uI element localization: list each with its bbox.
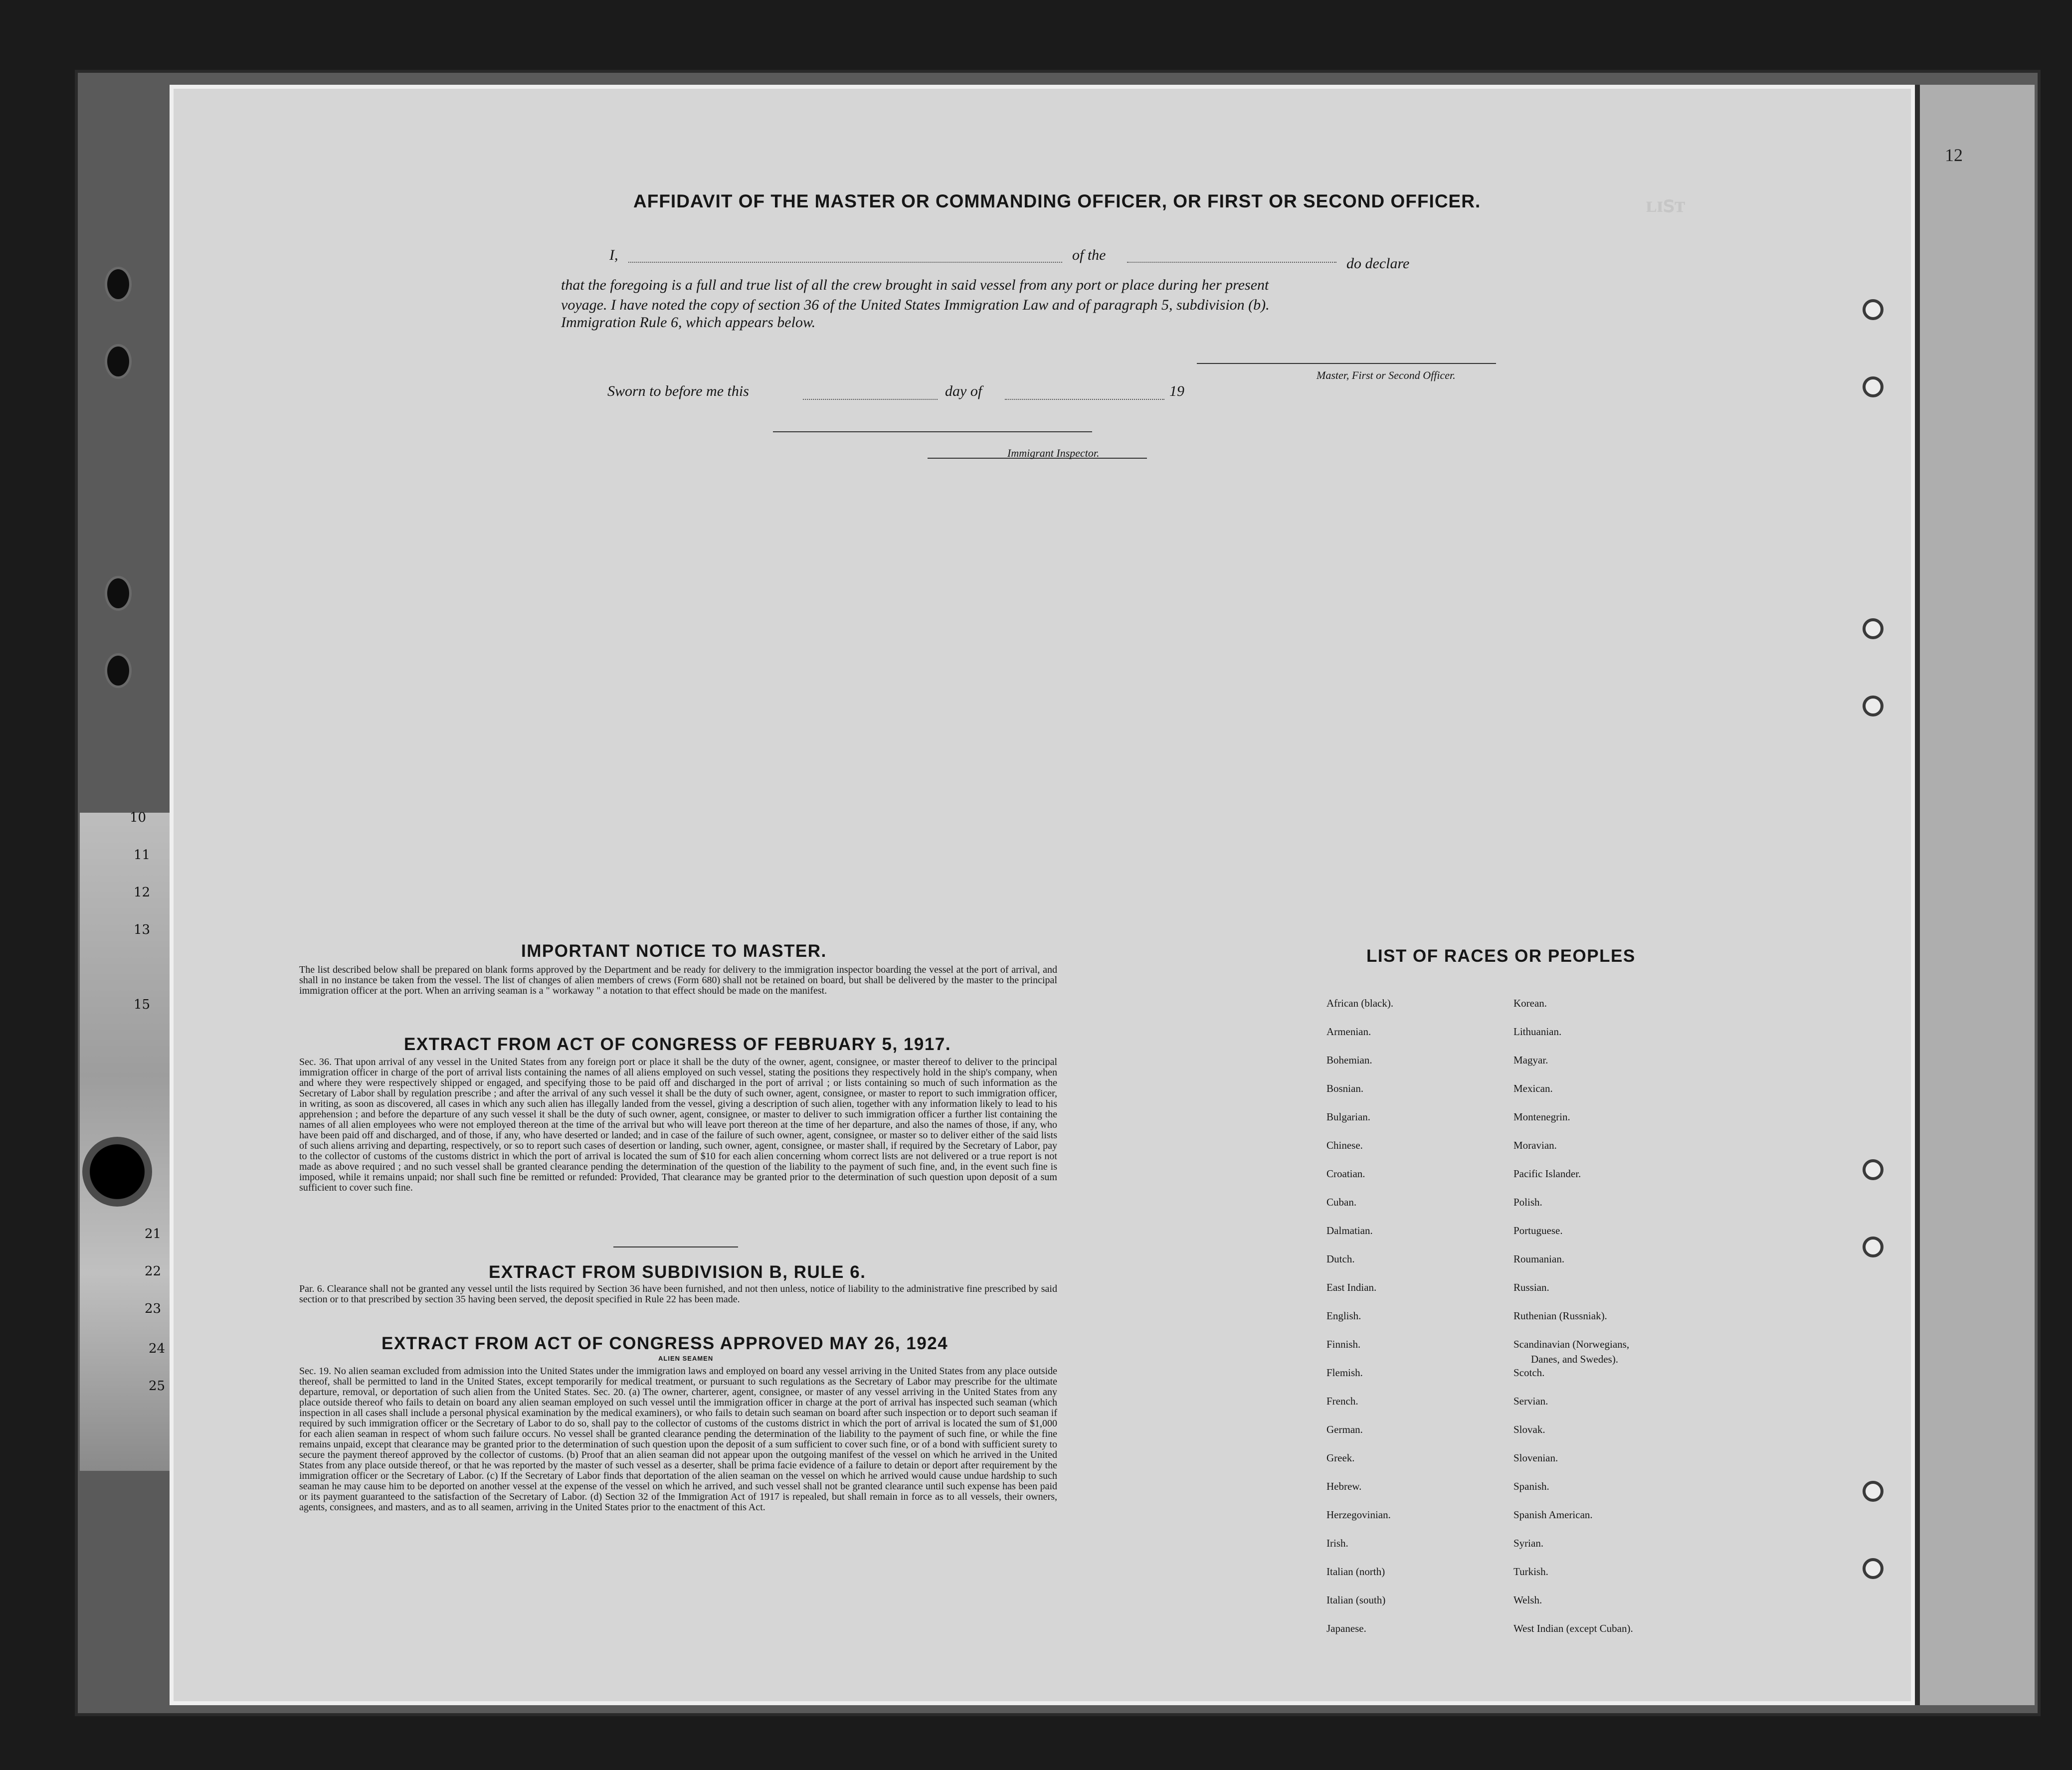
race-item: Italian (north) bbox=[1326, 1566, 1385, 1578]
affidavit-i: I, bbox=[609, 247, 618, 263]
year-prefix: 19 bbox=[1169, 383, 1184, 399]
race-item: Herzegovinian. bbox=[1326, 1509, 1391, 1521]
affidavit-title: AFFIDAVIT OF THE MASTER OR COMMANDING OFFICER, OR FIRST OR SECOND OFFICER. bbox=[633, 191, 1481, 211]
race-item: Scandinavian (Norwegians, bbox=[1513, 1338, 1630, 1350]
extract-rule6-text: Par. 6. Clearance shall not be granted any vessel until the lists required by Section 36 have been furnished, and not then unless, notice of liability to the administrative fine prescribed by said section or to that prescribed by section 35 having been served, the deposit specified in Rule 22 has been made. bbox=[299, 1283, 1057, 1305]
race-item: Bohemian. bbox=[1326, 1054, 1372, 1066]
row-number: 10 bbox=[130, 810, 147, 825]
race-item: Magyar. bbox=[1513, 1054, 1548, 1066]
alien-seamen-subtitle: ALIEN SEAMEN bbox=[658, 1355, 714, 1362]
row-number: 21 bbox=[145, 1227, 162, 1241]
race-item: Spanish American. bbox=[1513, 1509, 1593, 1521]
row-number: 24 bbox=[149, 1341, 166, 1356]
punch-hole bbox=[1863, 376, 1884, 397]
race-item: Portuguese. bbox=[1513, 1225, 1563, 1237]
binder-hole bbox=[105, 344, 132, 379]
race-item: Dalmatian. bbox=[1326, 1225, 1373, 1237]
race-item: Japanese. bbox=[1326, 1622, 1366, 1634]
race-item: Servian. bbox=[1513, 1395, 1548, 1407]
important-notice-title: IMPORTANT NOTICE TO MASTER. bbox=[521, 941, 827, 961]
row-number: 25 bbox=[149, 1379, 166, 1394]
race-item: Hebrew. bbox=[1326, 1480, 1362, 1492]
punch-hole bbox=[1863, 1237, 1884, 1257]
affidavit-of-the: of the bbox=[1072, 247, 1106, 263]
signature-label: Master, First or Second Officer. bbox=[1317, 369, 1456, 381]
race-item: Armenian. bbox=[1326, 1026, 1371, 1038]
extract-rule6-title: EXTRACT FROM SUBDIVISION B, RULE 6. bbox=[489, 1262, 866, 1282]
races-title: LIST OF RACES OR PEOPLES bbox=[1366, 946, 1636, 966]
signature-line[interactable] bbox=[1197, 363, 1496, 364]
sworn-before-text: Sworn to before me this bbox=[607, 383, 749, 399]
race-item: Polish. bbox=[1513, 1196, 1542, 1208]
race-item: Irish. bbox=[1326, 1537, 1348, 1549]
race-item: Turkish. bbox=[1513, 1566, 1548, 1578]
extract-1917-title: EXTRACT FROM ACT OF CONGRESS OF FEBRUARY 5, 1917. bbox=[404, 1035, 951, 1054]
race-item: Flemish. bbox=[1326, 1367, 1363, 1379]
race-item: Spanish. bbox=[1513, 1480, 1549, 1492]
day-of-text: day of bbox=[945, 383, 982, 399]
extract-1924-text: Sec. 19. No alien seaman excluded from admission into the United States under the immigration laws and employed on board any vessel arriving in the United States from any place outside thereof, shall be permitted to land in the United States, except temporarily for medical treatment, or pursuant to such regulations as the Secretary of Labor may prescribe for the ultimate departure, removal, or deportation of such alien from the United States. Sec. 20. (a) The owner, charterer, agent, consignee, or master of any vessel arriving in the United States from any place outside thereof who fails to detain on board any alien seaman employed on such vessel until the immigration officer in charge at the port of arrival has inspected such seaman (which inspection in all cases shall include a personal physical examination by the medical examiners), or who fails to detain such seaman on board after such inspection or to deport such seaman if required by such immigration officer or the Secretary of Labor to do so, shall pay to the collector of customs of the customs district in which the port of arrival is located the sum of $1,000 for each alien seaman in respect of whom such failure occurs. No vessel shall be granted clearance pending the determination of the liability to the payment of such fine, or while the fine remains unpaid, except that clearance may be granted prior to the determination of such question upon the deposit of a sum sufficient to cover such fine, or of a bond with sufficient surety to secure the payment thereof approved by the collector of customs. (b) Proof that an alien seaman did not appear upon the outgoing manifest of the vessel on which he arrived in the United States from any place outside thereof, or that he was reported by the master of such vessel as a deserter, shall be prima facie evidence of a failure to detain or deport after requirement by the immigration officer or the Secretary of Labor. (c) If the Secretary of Labor finds that deportation of the alien seaman on the vessel on which he arrived would cause undue hardship to such seaman he may cause him to be deported on another vessel at the expense of the vessel on which he arrived, and such vessel shall not be granted clearance until such expense has been paid or its payment guaranteed to the satisfaction of the Secretary of Labor. (d) Section 32 of the Immigration Act of 1917 is repealed, but shall remain in force as to all vessels, their owners, agents, consignees, and masters, and as to all seamen, arriving in the United States prior to the enactment of this Act. bbox=[299, 1366, 1057, 1513]
race-item: Welsh. bbox=[1513, 1594, 1542, 1606]
race-item: Lithuanian. bbox=[1513, 1026, 1562, 1038]
punch-hole bbox=[1863, 696, 1884, 716]
affidavit-line-3: voyage. I have noted the copy of section 36 of the United States Immigration Law and of paragraph 5, subdivision (b). bbox=[561, 297, 1270, 313]
inspector-label: Immigrant Inspector. bbox=[1007, 447, 1100, 459]
race-item: Bosnian. bbox=[1326, 1082, 1364, 1094]
punch-hole bbox=[1863, 1558, 1884, 1579]
row-number: 22 bbox=[145, 1264, 162, 1279]
race-item: Slovak. bbox=[1513, 1423, 1545, 1435]
race-item: Mexican. bbox=[1513, 1082, 1553, 1094]
race-item: Pacific Islander. bbox=[1513, 1168, 1581, 1180]
section-divider bbox=[613, 1246, 738, 1247]
race-item: Bulgarian. bbox=[1326, 1111, 1371, 1123]
vessel-blank[interactable] bbox=[1127, 262, 1336, 263]
seal-stamp bbox=[82, 1137, 152, 1207]
extract-1924-title: EXTRACT FROM ACT OF CONGRESS APPROVED MAY 26, 1924 bbox=[381, 1334, 948, 1353]
affidavit-line-4: Immigration Rule 6, which appears below. bbox=[561, 314, 816, 331]
race-item: Italian (south) bbox=[1326, 1594, 1386, 1606]
race-item: Korean. bbox=[1513, 997, 1547, 1009]
race-item: Finnish. bbox=[1326, 1338, 1361, 1350]
race-item: Ruthenian (Russniak). bbox=[1513, 1310, 1607, 1322]
race-item: African (black). bbox=[1326, 997, 1394, 1009]
row-number: 11 bbox=[134, 848, 151, 863]
race-item: East Indian. bbox=[1326, 1281, 1377, 1293]
race-item: Chinese. bbox=[1326, 1139, 1363, 1151]
affidavit-line-2: that the foregoing is a full and true list of all the crew brought in said vessel from any port or place during her present bbox=[561, 277, 1269, 293]
margin-mark: 12 bbox=[1945, 145, 1963, 165]
row-number: 23 bbox=[145, 1301, 162, 1316]
extract-1917-text: Sec. 36. That upon arrival of any vessel in the United States from any foreign port or place it shall be the duty of the owner, agent, consignee, or master thereof to deliver to the principal immigration officer in charge of the port of arrival lists containing the names of all aliens employed on such vessel, stating the positions they respectively hold in the ship's company, when and where they were respectively shipped or engaged, and specifying those to be paid off and discharged in the port of arrival ; or lists containing so much of such information as the Secretary of Labor shall by regulation prescribe ; and after the arrival of any such vessel it shall be the duty of such owner, agent, consignee, or master to report to such immigration officer, in writing, as soon as discovered, all cases in which any such alien has illegally landed from the vessel, giving a description of such alien, together with any information likely to lead to his apprehension ; and before the departure of any such vessel it shall be the duty of such owner, agent, consignee, or master to deliver to such immigration officer a further list containing the names of all alien employees who were not employed thereon at the time of the arrival but who will leave port thereon at the time of her departure, and also the names of those, if any, who have been paid off and discharged, and of those, if any, who have deserted or landed; and in case of the failure of such owner, agent, consignee, or master so to deliver either of the said lists of such aliens arriving and departing, respectively, or so to report such cases of desertion or landing, such owner, agent, consignee, or master shall, if required by the Secretary of Labor, pay to the collector of customs of the customs district in which the port of arrival is located the sum of $10 for each alien concerning whom correct lists are not delivered or a true report is not made as above required ; and no such vessel shall be granted clearance pending the determination of the question of the liability to the payment of such fine, and, in the event such fine is imposed, while it remains unpaid; nor shall such fine be remitted or refunded: Provided, That clearance may be granted prior to the determination of such question upon deposit of a sum sufficient to cover such fine. bbox=[299, 1057, 1057, 1193]
race-item: German. bbox=[1326, 1423, 1363, 1435]
day-blank[interactable] bbox=[803, 399, 938, 400]
race-item: West Indian (except Cuban). bbox=[1513, 1622, 1633, 1634]
punch-hole bbox=[1863, 1481, 1884, 1502]
race-continuation: Danes, and Swedes). bbox=[1531, 1353, 1618, 1365]
punch-hole bbox=[1863, 1159, 1884, 1180]
race-item: Montenegrin. bbox=[1513, 1111, 1570, 1123]
name-blank[interactable] bbox=[628, 262, 1062, 263]
race-item: Russian. bbox=[1513, 1281, 1549, 1293]
binder-hole bbox=[105, 576, 132, 611]
race-item: Roumanian. bbox=[1513, 1253, 1565, 1265]
month-blank[interactable] bbox=[1005, 399, 1164, 400]
inspector-name-line[interactable] bbox=[773, 431, 1092, 432]
race-item: English. bbox=[1326, 1310, 1361, 1322]
underlying-page-strip bbox=[1915, 85, 2035, 1705]
bleed-through-mark: ʟɪꜱᴛ bbox=[1646, 192, 1686, 217]
punch-hole bbox=[1863, 299, 1884, 320]
binder-hole bbox=[105, 653, 132, 688]
important-notice-text: The list described below shall be prepared on blank forms approved by the Department and be ready for delivery to the immigration inspector boarding the vessel at the port of arrival, and shall in no instance be taken from the vessel. The list of changes of alien members of crews (Form 680) shall not be retained on board, but shall be delivered by the master to the principal immigration officer at the port. When an arriving seaman is a " workaway " a notation to that effect should be made on the manifest. bbox=[299, 964, 1057, 996]
row-number: 15 bbox=[134, 997, 151, 1012]
race-item: Greek. bbox=[1326, 1452, 1355, 1464]
race-item: French. bbox=[1326, 1395, 1358, 1407]
race-item: Moravian. bbox=[1513, 1139, 1557, 1151]
race-item: Dutch. bbox=[1326, 1253, 1355, 1265]
row-number: 12 bbox=[134, 885, 151, 900]
race-item: Croatian. bbox=[1326, 1168, 1365, 1180]
punch-hole bbox=[1863, 618, 1884, 639]
row-number: 13 bbox=[134, 922, 151, 937]
race-item: Slovenian. bbox=[1513, 1452, 1558, 1464]
race-item: Scotch. bbox=[1513, 1367, 1545, 1379]
race-item: Syrian. bbox=[1513, 1537, 1544, 1549]
affidavit-do-declare: do declare bbox=[1346, 255, 1410, 272]
race-item: Cuban. bbox=[1326, 1196, 1357, 1208]
binder-hole bbox=[105, 267, 132, 302]
